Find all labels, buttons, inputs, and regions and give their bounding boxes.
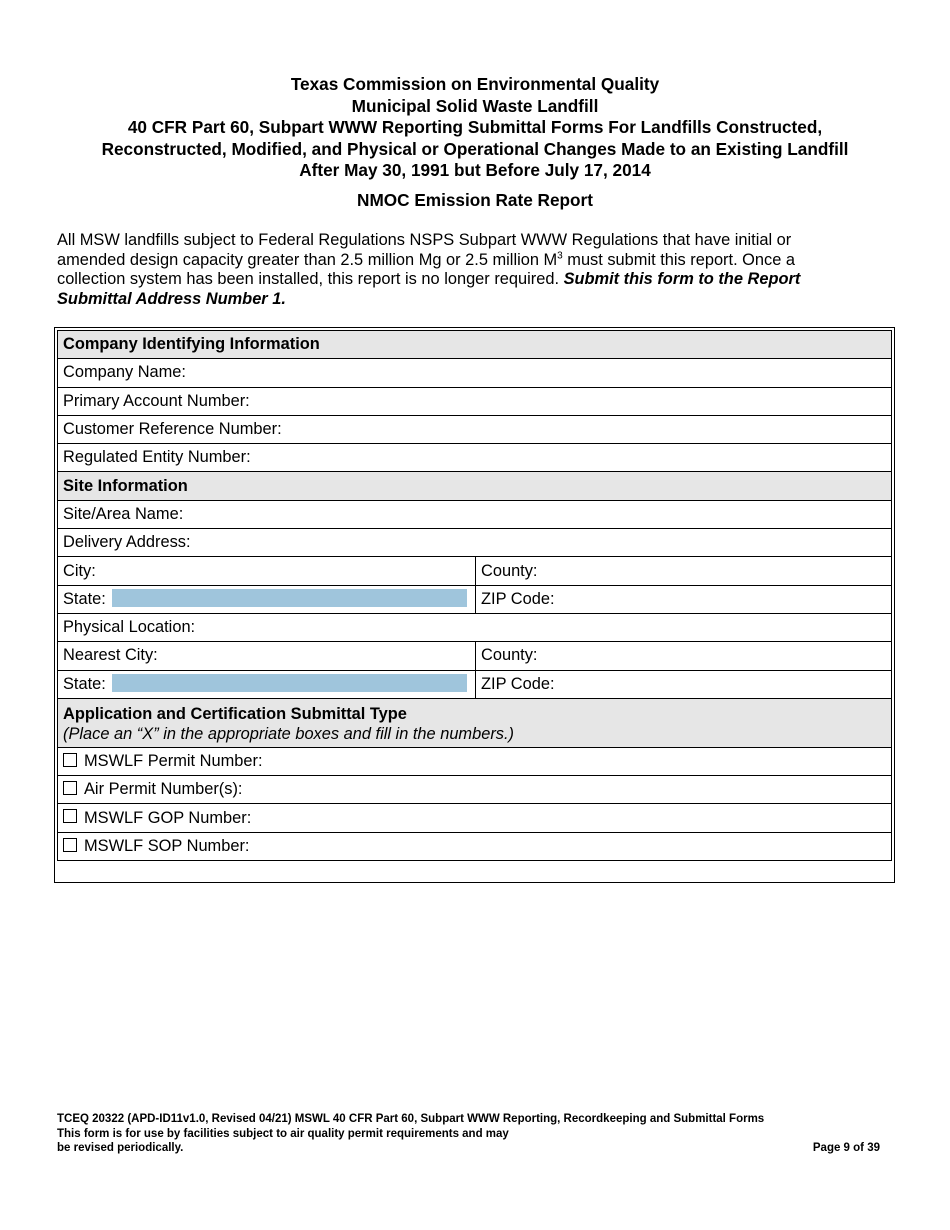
air-permit-label: Air Permit Number(s): xyxy=(84,780,243,799)
company-section-header xyxy=(58,331,892,359)
application-section-header xyxy=(58,698,892,747)
mswlf-permit-label: MSWLF Permit Number: xyxy=(84,752,263,770)
page-footer xyxy=(57,1112,880,1156)
table-row xyxy=(58,557,892,585)
page-number: Page 9 of 39 xyxy=(812,1142,880,1154)
site-section-header xyxy=(58,472,892,500)
superscript: 3 xyxy=(557,250,563,262)
table-row xyxy=(58,585,892,613)
mswlf-permit-checkbox[interactable] xyxy=(63,753,77,767)
form-table xyxy=(57,330,892,861)
intro-paragraph xyxy=(57,231,857,309)
table-row xyxy=(58,670,892,698)
application-heading: Application and Certification Submittal Type xyxy=(63,704,407,723)
air-permit-row xyxy=(58,776,892,804)
intro-text: All MSW landfills subject to Federal Regulations NSPS Subpart WWW Regulations that have initial or amended design capacity greater than 2.5 million Mg or 2.5 million M xyxy=(57,231,792,269)
nearest-city-field[interactable]: Nearest City: xyxy=(58,642,476,670)
state-cell xyxy=(58,585,476,613)
table-row xyxy=(58,387,892,415)
zip-code-field[interactable]: ZIP Code: xyxy=(476,585,892,613)
table-row xyxy=(58,415,892,443)
site-area-name-field[interactable]: Site/Area Name: xyxy=(58,500,892,528)
mswlf-sop-checkbox[interactable] xyxy=(63,838,77,852)
form-identifier: TCEQ 20322 (APD-ID11v1.0, Revised 04/21) MSWL 40 CFR Part 60, Subpart WWW Reporting, Recordkeeping and Submittal Forms xyxy=(57,1113,765,1125)
application-heading-cell xyxy=(58,698,892,747)
delivery-address-field[interactable]: Delivery Address: xyxy=(58,529,892,557)
mswlf-sop-label: MSWLF SOP Number: xyxy=(84,836,250,855)
date-range-title: After May 30, 1991 but Before July 17, 2014 xyxy=(299,160,651,180)
table-row xyxy=(58,359,892,387)
table-row xyxy=(58,444,892,472)
program-title: Municipal Solid Waste Landfill xyxy=(351,95,599,116)
table-row xyxy=(58,529,892,557)
footer-note-1: This form is for use by facilities subject to air quality permit requirements and may xyxy=(57,1127,509,1140)
zip-code-field-2[interactable]: ZIP Code: xyxy=(476,670,892,698)
table-row xyxy=(58,832,892,860)
customer-reference-field[interactable]: Customer Reference Number: xyxy=(58,415,892,443)
state-dropdown[interactable] xyxy=(112,589,467,607)
table-row xyxy=(58,642,892,670)
submit-instruction: Submit this form to the Report Submittal Address Number 1. xyxy=(57,270,801,308)
table-row xyxy=(58,776,892,804)
regulated-entity-field[interactable]: Regulated Entity Number: xyxy=(58,444,892,472)
agency-title: Texas Commission on Environmental Quality xyxy=(290,74,660,94)
table-row xyxy=(58,747,892,775)
county-field[interactable]: County: xyxy=(476,557,892,585)
air-permit-checkbox[interactable] xyxy=(63,781,77,795)
table-row xyxy=(58,500,892,528)
mswlf-gop-row xyxy=(58,804,892,832)
county-field-2[interactable]: County: xyxy=(476,642,892,670)
primary-account-field[interactable]: Primary Account Number: xyxy=(58,387,892,415)
physical-location-field[interactable]: Physical Location: xyxy=(58,613,892,641)
company-heading: Company Identifying Information xyxy=(58,331,892,359)
state-dropdown-2[interactable] xyxy=(112,674,467,692)
table-row xyxy=(58,804,892,832)
site-heading: Site Information xyxy=(58,472,892,500)
report-title: NMOC Emission Rate Report xyxy=(357,190,593,210)
city-field[interactable]: City: xyxy=(58,557,476,585)
mswlf-gop-label: MSWLF GOP Number: xyxy=(84,808,252,827)
mswlf-gop-checkbox[interactable] xyxy=(63,809,77,823)
company-name-field[interactable]: Company Name: xyxy=(58,359,892,387)
document-header xyxy=(0,74,950,182)
intro-text-continued: must submit this report. Once a collection system has been installed, this report is no longer required. xyxy=(57,250,796,288)
regulation-title: 40 CFR Part 60, Subpart WWW Reporting Submittal Forms For Landfills Constructed, xyxy=(127,117,823,137)
report-form xyxy=(54,327,895,883)
footer-note-2: be revised periodically. xyxy=(57,1142,184,1154)
regulation-subtitle: Reconstructed, Modified, and Physical or Operational Changes Made to an Existing Landfill xyxy=(101,138,849,159)
mswlf-permit-row xyxy=(58,747,892,775)
state-label: State: xyxy=(63,589,106,608)
application-instructions: (Place an “X” in the appropriate boxes and fill in the numbers.) xyxy=(63,724,514,743)
table-row xyxy=(58,613,892,641)
state-label-2: State: xyxy=(63,674,106,693)
state-cell-2 xyxy=(58,670,476,698)
mswlf-sop-row xyxy=(58,832,892,860)
